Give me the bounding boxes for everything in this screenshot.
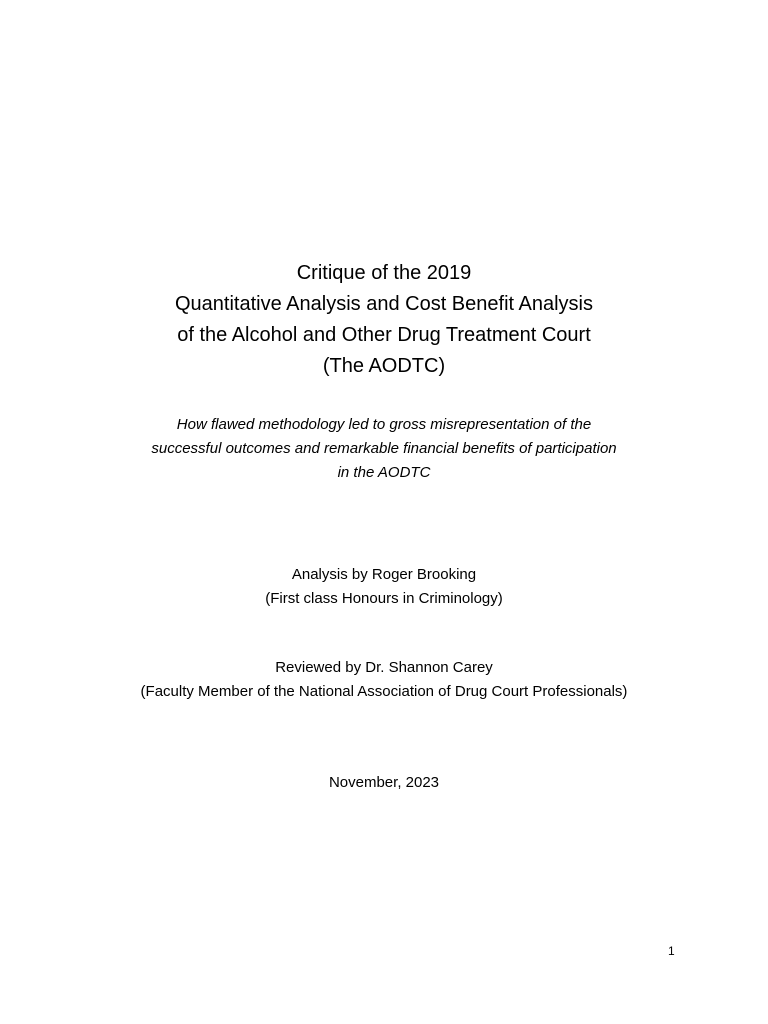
title-line: Quantitative Analysis and Cost Benefit Analysis [174,293,593,315]
subtitle-line: successful outcomes and remarkable financial benefits of participation [151,440,617,457]
document-date: November, 2023 [328,774,440,791]
document-title [0,258,768,382]
subtitle-line: in the AODTC [337,464,431,481]
subtitle-line: How flawed methodology led to gross misrepresentation of the [176,416,592,433]
title-line: (The AODTC) [322,355,446,377]
reviewer-credit [0,656,768,704]
author-name: Analysis by Roger Brooking [291,566,477,583]
title-line: of the Alcohol and Other Drug Treatment Court [177,324,591,346]
page-number: 1 [668,944,675,958]
reviewer-name: Reviewed by Dr. Shannon Carey [275,659,493,676]
title-line: Critique of the 2019 [296,262,472,284]
author-credential: (First class Honours in Criminology) [265,590,503,607]
document-subtitle [0,413,768,485]
author-credit [0,563,768,611]
reviewer-credential: (Faculty Member of the National Association of Drug Court Professionals) [140,683,628,700]
